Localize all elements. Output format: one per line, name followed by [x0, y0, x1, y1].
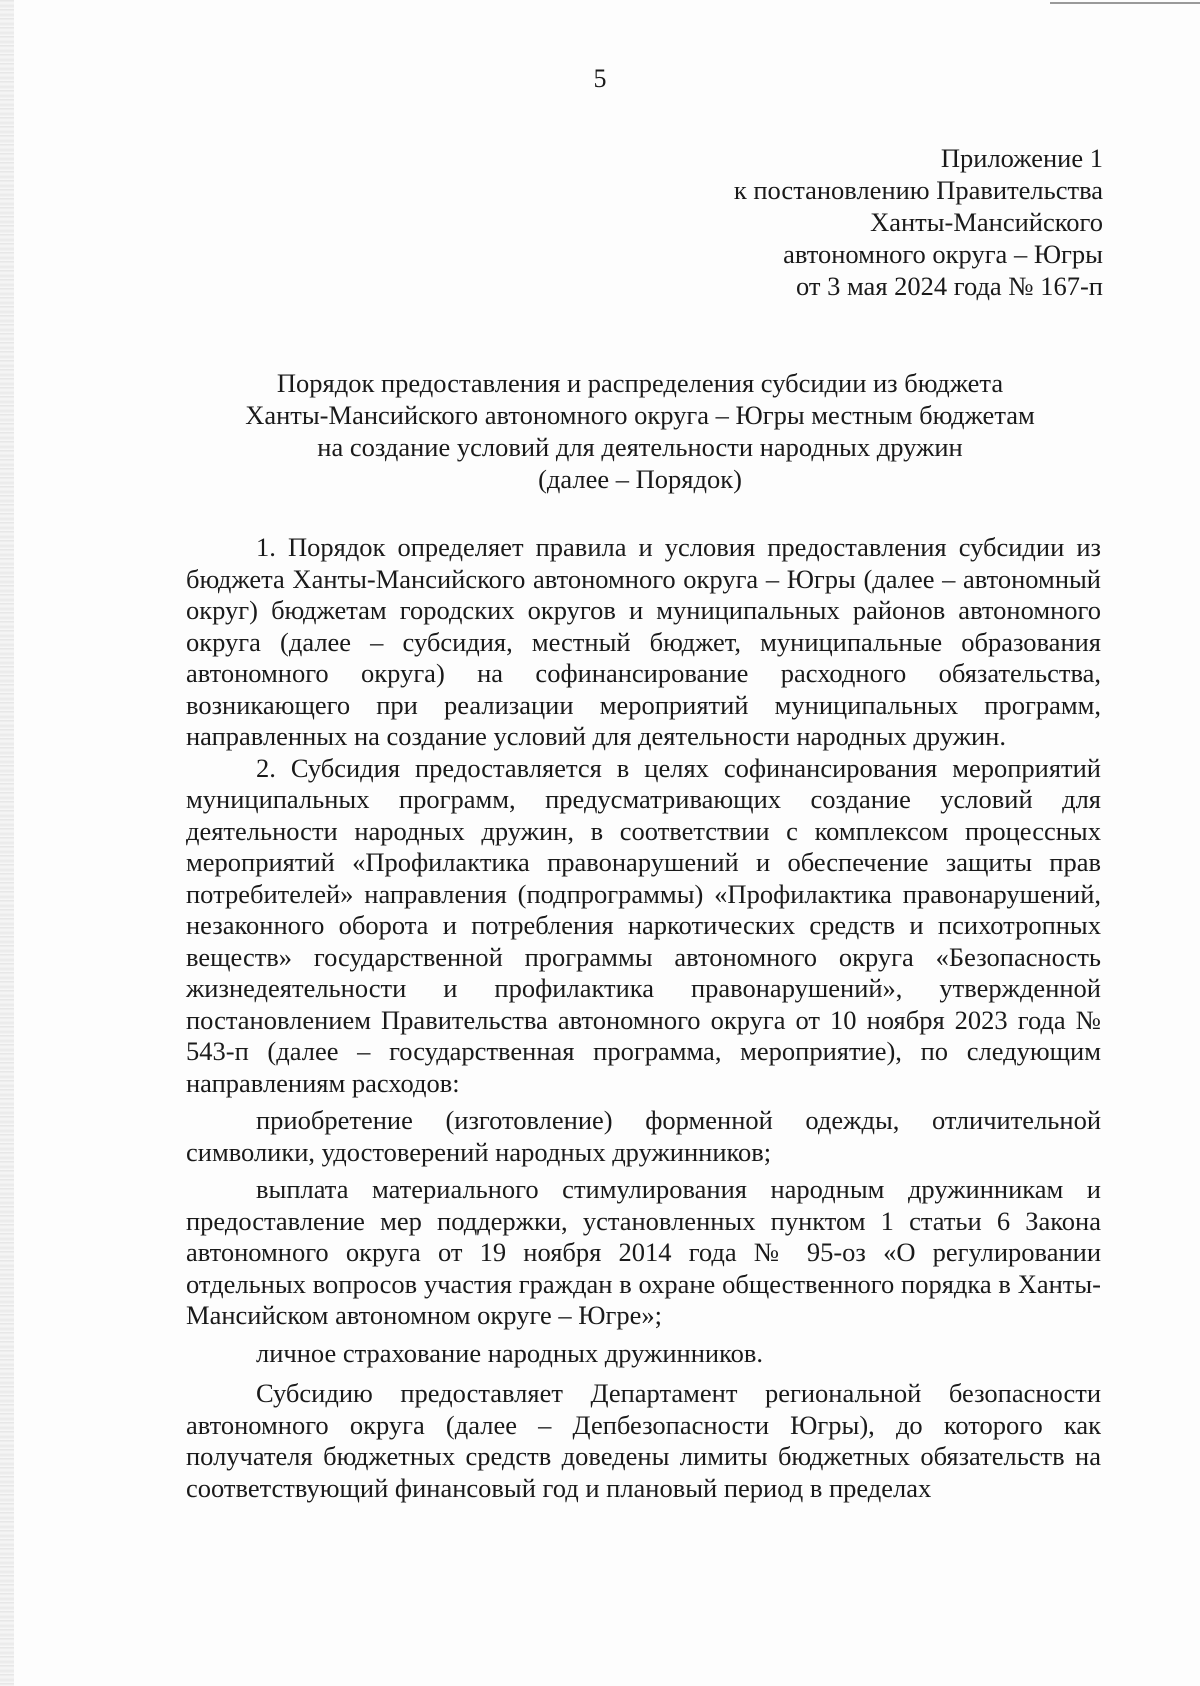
document-body — [186, 532, 1101, 1504]
document-title — [140, 367, 1140, 495]
paragraph-1: 1. Порядок определяет правила и условия предоставления субсидии из бюджета Ханты-Мансийского автономного округа – Югры (далее – автономный округ) бюджетам городских округов и муниципальных районов автономного округа (далее – субсидия, местный бюджет, муниципальные образования автономного округа) на софинансирование расходного обязательства, возникающего при реализации мероприятий муниципальных программ, направленных на создание условий для деятельности народных дружин. — [186, 532, 1101, 751]
paragraph-3: Субсидию предоставляет Департамент региональной безопасности автономного округа (далее – Депбезопасности Югры), до которого как получателя бюджетных средств доведены лимиты бюджетных обязательств на соответствующий финансовый год и плановый период в пределах — [186, 1378, 1101, 1503]
title-line: Ханты-Мансийского автономного округа – Югры местным бюджетам — [245, 400, 1035, 430]
paragraph-list-item-2: выплата материального стимулирования народным дружинникам и предоставление мер поддержки, установленных пунктом 1 статьи 6 Закона автономного округа от 19 ноября 2014 года № 95-оз «О регулировании отдельных вопросов участия граждан в охране общественного порядка в Ханты-Мансийском автономном округе – Югре»; — [186, 1174, 1101, 1330]
title-line: Порядок предоставления и распределения субсидии из бюджета — [276, 368, 1004, 398]
appendix-line: автономного округа – Югры — [783, 239, 1103, 269]
appendix-reference — [734, 142, 1103, 302]
appendix-line: от 3 мая 2024 года № 167-п — [795, 271, 1103, 301]
scan-top-line — [1050, 2, 1200, 4]
scan-edge-artifact — [0, 0, 14, 1686]
title-line: (далее – Порядок) — [538, 464, 742, 494]
paragraph-list-item-3: личное страхование народных дружинников. — [256, 1337, 763, 1368]
paragraph-2: 2. Субсидия предоставляется в целях софинансирования мероприятий муниципальных программ, предусматривающих создание условий для деятельности народных дружин, в соответствии с комплексом процессных мероприятий «Профилактика правонарушений и обеспечение защиты прав потребителей» направления (подпрограммы) «Профилактика правонарушений, незаконного оборота и потребления наркотических средств и психотропных веществ» государственной программы автономного округа «Безопасность жизнедеятельности и профилактика правонарушений», утвержденной постановлением Правительства автономного округа от 10 ноября 2023 года № 543-п (далее – государственная программа, мероприятие), по следующим направлениям расходов: — [186, 752, 1101, 1098]
appendix-line: Ханты-Мансийского — [870, 207, 1103, 237]
title-line: на создание условий для деятельности народных дружин — [317, 432, 963, 462]
paragraph-list-item-1: приобретение (изготовление) форменной одежды, отличительной символики, удостоверений народных дружинников; — [186, 1105, 1101, 1167]
appendix-line: Приложение 1 — [940, 143, 1103, 173]
appendix-line: к постановлению Правительства — [733, 175, 1103, 205]
page-number: 5 — [593, 64, 607, 93]
